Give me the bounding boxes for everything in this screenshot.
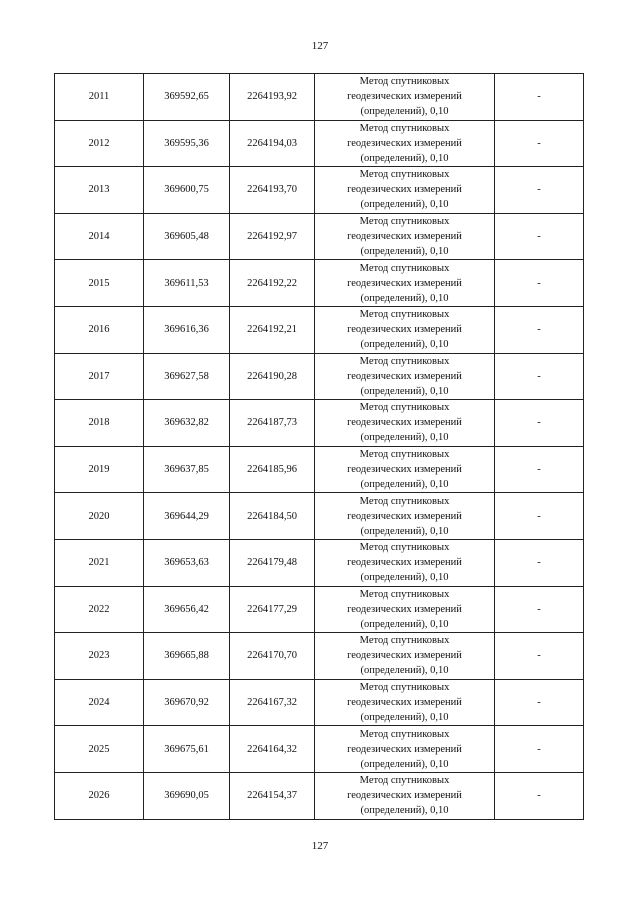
point-number-cell: 2023: [55, 633, 144, 680]
note-cell: -: [495, 306, 584, 353]
note-cell: -: [495, 772, 584, 819]
table-row: [55, 400, 584, 447]
method-text-line: (определений), 0,10: [360, 758, 449, 770]
method-text-line: Метод спутниковых: [359, 169, 450, 181]
method-text-line: Метод спутниковых: [359, 495, 450, 507]
method-text-line: геодезических измерений: [347, 464, 462, 476]
point-number-cell: 2020: [55, 493, 144, 540]
method-text-line: Метод спутниковых: [359, 775, 450, 787]
note-cell: -: [495, 493, 584, 540]
point-number-cell: 2012: [55, 120, 144, 167]
method-text-line: Метод спутниковых: [359, 682, 450, 694]
method-text-line: геодезических измерений: [347, 650, 462, 662]
method-text-line: Метод спутниковых: [359, 355, 450, 367]
note-cell: -: [495, 213, 584, 260]
method-text-line: Метод спутниковых: [359, 728, 450, 740]
table-row: [55, 306, 584, 353]
method-text-line: геодезических измерений: [347, 91, 462, 103]
method-accuracy-cell: [315, 213, 495, 260]
method-text-line: геодезических измерений: [347, 603, 462, 615]
method-text-line: Метод спутниковых: [359, 635, 450, 647]
method-text-line: (определений), 0,10: [360, 618, 449, 630]
method-text-line: геодезических измерений: [347, 231, 462, 243]
method-text-line: (определений), 0,10: [360, 665, 449, 677]
method-text-line: геодезических измерений: [347, 324, 462, 336]
point-number-cell: 2025: [55, 726, 144, 773]
page-number-bottom: 127: [311, 840, 329, 852]
method-accuracy-cell: [315, 633, 495, 680]
table-row: [55, 539, 584, 586]
x-coordinate-cell: 369665,88: [144, 633, 230, 680]
method-accuracy-cell: [315, 726, 495, 773]
y-coordinate-cell: 2264192,22: [230, 260, 315, 307]
table-row: [55, 167, 584, 214]
method-text-line: геодезических измерений: [347, 697, 462, 709]
note-cell: -: [495, 400, 584, 447]
y-coordinate-cell: 2264154,37: [230, 772, 315, 819]
point-number-cell: 2019: [55, 446, 144, 493]
method-text-line: геодезических измерений: [347, 184, 462, 196]
method-accuracy-cell: [315, 446, 495, 493]
method-text-line: (определений), 0,10: [360, 432, 449, 444]
table-row: [55, 446, 584, 493]
method-text-line: геодезических измерений: [347, 277, 462, 289]
point-number-cell: 2021: [55, 539, 144, 586]
method-accuracy-cell: [315, 679, 495, 726]
point-number-cell: 2015: [55, 260, 144, 307]
method-text-line: (определений), 0,10: [360, 339, 449, 351]
table-row: [55, 586, 584, 633]
x-coordinate-cell: 369656,42: [144, 586, 230, 633]
note-cell: -: [495, 446, 584, 493]
y-coordinate-cell: 2264167,32: [230, 679, 315, 726]
method-accuracy-cell: [315, 772, 495, 819]
method-accuracy-cell: [315, 120, 495, 167]
table-row: [55, 726, 584, 773]
x-coordinate-cell: 369595,36: [144, 120, 230, 167]
method-text-line: (определений), 0,10: [360, 152, 449, 164]
y-coordinate-cell: 2264190,28: [230, 353, 315, 400]
method-text-line: (определений), 0,10: [360, 199, 449, 211]
method-text-line: Метод спутниковых: [359, 542, 450, 554]
method-text-line: геодезических измерений: [347, 417, 462, 429]
x-coordinate-cell: 369670,92: [144, 679, 230, 726]
y-coordinate-cell: 2264177,29: [230, 586, 315, 633]
note-cell: -: [495, 726, 584, 773]
method-text-line: геодезических измерений: [347, 743, 462, 755]
point-number-cell: 2017: [55, 353, 144, 400]
method-text-line: геодезических измерений: [347, 557, 462, 569]
table-row: [55, 213, 584, 260]
method-accuracy-cell: [315, 586, 495, 633]
note-cell: -: [495, 167, 584, 214]
y-coordinate-cell: 2264192,97: [230, 213, 315, 260]
method-text-line: геодезических измерений: [347, 370, 462, 382]
method-text-line: Метод спутниковых: [359, 216, 450, 228]
x-coordinate-cell: 369616,36: [144, 306, 230, 353]
y-coordinate-cell: 2264193,70: [230, 167, 315, 214]
method-accuracy-cell: [315, 306, 495, 353]
note-cell: -: [495, 586, 584, 633]
x-coordinate-cell: 369611,53: [144, 260, 230, 307]
coordinates-table-body: [55, 74, 584, 820]
note-cell: -: [495, 679, 584, 726]
method-text-line: (определений), 0,10: [360, 525, 449, 537]
x-coordinate-cell: 369690,05: [144, 772, 230, 819]
method-accuracy-cell: [315, 74, 495, 121]
y-coordinate-cell: 2264187,73: [230, 400, 315, 447]
method-text-line: Метод спутниковых: [359, 402, 450, 414]
table-row: [55, 493, 584, 540]
table-row: [55, 633, 584, 680]
y-coordinate-cell: 2264170,70: [230, 633, 315, 680]
y-coordinate-cell: 2264193,92: [230, 74, 315, 121]
method-accuracy-cell: [315, 167, 495, 214]
method-text-line: (определений), 0,10: [360, 805, 449, 817]
x-coordinate-cell: 369644,29: [144, 493, 230, 540]
note-cell: -: [495, 539, 584, 586]
point-number-cell: 2026: [55, 772, 144, 819]
point-number-cell: 2022: [55, 586, 144, 633]
point-number-cell: 2014: [55, 213, 144, 260]
x-coordinate-cell: 369605,48: [144, 213, 230, 260]
method-text-line: (определений), 0,10: [360, 246, 449, 258]
table-row: [55, 353, 584, 400]
method-text-line: Метод спутниковых: [359, 449, 450, 461]
y-coordinate-cell: 2264164,32: [230, 726, 315, 773]
page-number-top: 127: [311, 40, 329, 52]
y-coordinate-cell: 2264194,03: [230, 120, 315, 167]
x-coordinate-cell: 369592,65: [144, 74, 230, 121]
note-cell: -: [495, 633, 584, 680]
y-coordinate-cell: 2264185,96: [230, 446, 315, 493]
method-accuracy-cell: [315, 400, 495, 447]
method-text-line: (определений), 0,10: [360, 385, 449, 397]
method-text-line: Метод спутниковых: [359, 588, 450, 600]
method-text-line: геодезических измерений: [347, 510, 462, 522]
method-accuracy-cell: [315, 493, 495, 540]
point-number-cell: 2011: [55, 74, 144, 121]
x-coordinate-cell: 369653,63: [144, 539, 230, 586]
table-row: [55, 260, 584, 307]
method-accuracy-cell: [315, 353, 495, 400]
y-coordinate-cell: 2264179,48: [230, 539, 315, 586]
method-text-line: Метод спутниковых: [359, 76, 450, 88]
point-number-cell: 2013: [55, 167, 144, 214]
point-number-cell: 2024: [55, 679, 144, 726]
method-accuracy-cell: [315, 260, 495, 307]
y-coordinate-cell: 2264192,21: [230, 306, 315, 353]
x-coordinate-cell: 369675,61: [144, 726, 230, 773]
table-row: [55, 679, 584, 726]
point-number-cell: 2018: [55, 400, 144, 447]
method-text-line: Метод спутниковых: [359, 309, 450, 321]
method-text-line: геодезических измерений: [347, 790, 462, 802]
table-row: [55, 772, 584, 819]
method-text-line: (определений), 0,10: [360, 479, 449, 491]
x-coordinate-cell: 369627,58: [144, 353, 230, 400]
coordinates-table: [54, 73, 584, 820]
note-cell: -: [495, 74, 584, 121]
method-text-line: Метод спутниковых: [359, 262, 450, 274]
method-text-line: Метод спутниковых: [359, 122, 450, 134]
method-text-line: (определений), 0,10: [360, 292, 449, 304]
method-text-line: (определений), 0,10: [360, 712, 449, 724]
x-coordinate-cell: 369600,75: [144, 167, 230, 214]
method-text-line: (определений), 0,10: [360, 572, 449, 584]
point-number-cell: 2016: [55, 306, 144, 353]
method-accuracy-cell: [315, 539, 495, 586]
method-text-line: геодезических измерений: [347, 137, 462, 149]
method-text-line: (определений), 0,10: [360, 106, 449, 118]
table-row: [55, 74, 584, 121]
note-cell: -: [495, 120, 584, 167]
x-coordinate-cell: 369637,85: [144, 446, 230, 493]
table-row: [55, 120, 584, 167]
y-coordinate-cell: 2264184,50: [230, 493, 315, 540]
note-cell: -: [495, 353, 584, 400]
x-coordinate-cell: 369632,82: [144, 400, 230, 447]
note-cell: -: [495, 260, 584, 307]
